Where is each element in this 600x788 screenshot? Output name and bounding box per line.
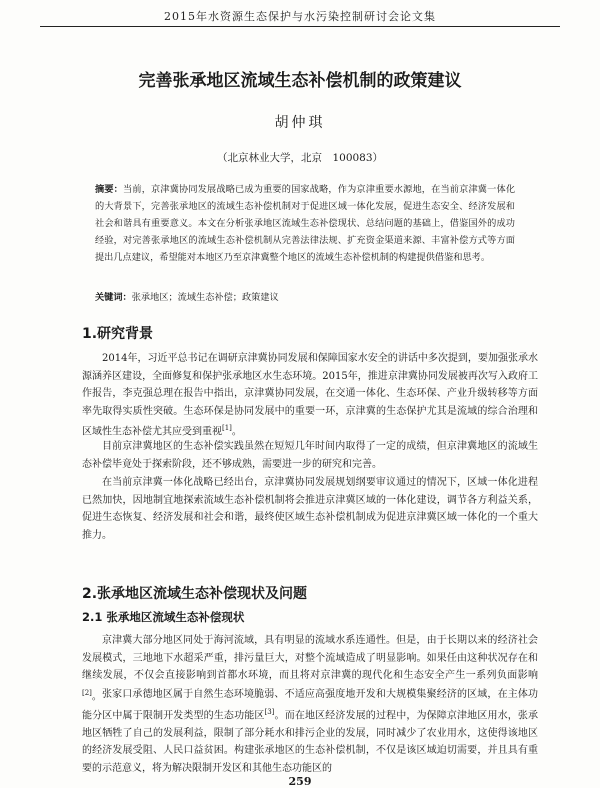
abstract-text: 当前，京津冀协同发展战略已成为重要的国家战略，作为京津重要水源地，在当前京津冀一体化的大背景下，完善张承地区的流域生态补偿机制对于促进区域一体化发展，促进生态安全、经济发展和社会和谐具有重要意义。本文在分析张承地区流域生态补偿现状、总结问题的基础上，借鉴国外的成功经验，对完善张承地区的流域生态补偿机制从完善法律法规、扩充资金渠道来源、丰富补偿方式等方面提出几点建议，希望能对本地区乃至京津冀整个地区的流域生态补偿机制的构建提供借鉴和思考。 — [95, 184, 516, 263]
paragraph-text: 京津冀大部分地区同处于海河流域，具有明显的流域水系连通性。但是，由于长期以来的经济社会发展模式，三地地下水超采严重，排污量巨大，对整个流域造成了明显影响。如果任由这种状况存在和继续发展，不仅会直接影响到首都水环境，而且将对京津冀的现代化和生态安全产生一系列负面影响 — [82, 635, 538, 682]
paragraph-text: 张家口承德地区属于自然生态环境脆弱、不适应高强度地开发和大规模集聚经济的区域，在主体功能分区中属于限制开发类型的生态功能区 — [82, 689, 538, 721]
section-2-heading: 2.张承地区流域生态补偿现状及问题 — [82, 586, 308, 602]
header-divider — [40, 26, 560, 27]
keywords — [95, 289, 515, 303]
author-affiliation: （北京林业大学，北京 100083） — [216, 152, 384, 164]
section-1-paragraph-1 — [82, 350, 538, 441]
paragraph-text: 。而在地区经济发展的过程中，为保障京津地区用水，张承地区牺牲了自己的发展利益，限制了部分耗水和排污企业的发展，同时减少了农业用水，这使得该地区的经济发展受阻、人民口益贫困。构建张承地区的生态补偿机制，不仅是该区域迫切需要，并且具有重要的示范意义，将为解决限制开发区和其他生态功能区的 — [82, 709, 539, 774]
page-number: 259 — [288, 775, 312, 788]
section-1-heading: 1.研究背景 — [82, 326, 154, 342]
keywords-text: 张承地区；流域生态补偿；政策建议 — [131, 292, 279, 303]
paragraph-text: 2014年，习近平总书记在调研京津冀协同发展和保障国家水安全的讲话中多次提到，要加强张承水源涵养区建设，全面修复和保护张承地区水生态环境。2015年，推进京津冀协同发展被再次写入政府工作报告，李克强总理在报告中指出，京津冀协同发展，在交通一体化、生态环保、产业升级转移等方面率先取得实质性突破。生态环保是协同发展中的重要一环，京津冀的生态保护尤其是流域的综合治理和区域性生态补偿尤其应受到重视 — [82, 353, 538, 438]
citation-ref: [1] — [222, 424, 232, 433]
paragraph-text: 。 — [91, 691, 102, 703]
section-2-1-paragraph-2 — [82, 686, 538, 777]
citation-ref: [3] — [264, 707, 275, 716]
section-2-1-heading: 2.1 张承地区流域生态补偿现状 — [82, 610, 245, 624]
paragraph-text: 。 — [231, 426, 242, 438]
section-1-paragraph-2: 目前京津冀地区的生态补偿实践虽然在短短几年时间内取得了一定的成绩，但京津冀地区的流域生态补偿毕竟处于探索阶段，还不够成熟，需要进一步的研究和完善。 — [82, 441, 538, 470]
abstract — [95, 181, 515, 266]
author-name: 胡仲琪 — [274, 115, 326, 131]
section-1-paragraph-3: 在当前京津冀一体化战略已经出台，京津冀协同发展规划纲要审议通过的情况下，区域一体化进程已然加快，因地制宜地探索流域生态补偿机制将会推进京津冀区域的一体化建设，调节各方利益关系，促进生态恢复、经济发展和社会和谐，最终使区域生态补偿机制成为促进京津冀区域一体化的一个重大推力。 — [82, 477, 538, 541]
keywords-label: 关键词： — [95, 292, 132, 303]
abstract-label: 摘要： — [95, 184, 124, 195]
running-header: 2015年水资源生态保护与水污染控制研讨会论文集 — [164, 10, 436, 23]
citation-ref: [2] — [82, 688, 92, 697]
paper-title: 完善张承地区流域生态补偿机制的政策建议 — [138, 71, 462, 91]
